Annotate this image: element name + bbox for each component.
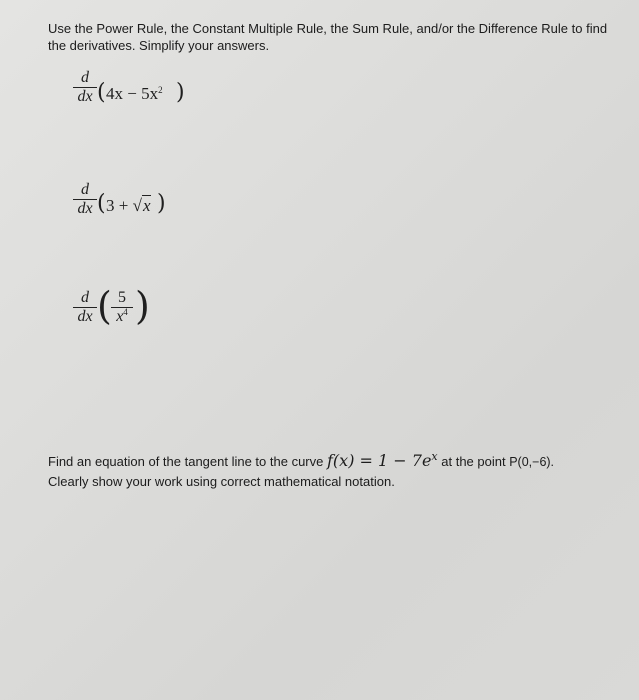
dx-denominator: dx: [77, 308, 93, 325]
expression-2: 3 + √x: [106, 196, 151, 215]
derivative-operator: [73, 70, 97, 105]
problem-2: d dx ( 3 + √x ): [73, 182, 193, 232]
dx-denominator: dx: [77, 88, 93, 105]
d-numerator: d: [81, 69, 89, 86]
dx-denominator: dx: [77, 200, 93, 217]
problem-3: d dx ( 5 $x^4$ ): [73, 288, 193, 344]
d-numerator: d: [81, 289, 89, 306]
tangent-line-question: Find an equation of the tangent line to the curve $f(x) = 1 - 7e^x$ at the point P(0,−6). Clearly show your work using correct mathematical notation.: [48, 450, 555, 489]
square-root: √x: [132, 196, 151, 215]
function-expression: $f(x) = 1 - 7e^x$: [327, 450, 438, 470]
expression-1: $4x - 5x^2$: [106, 84, 163, 103]
point-label: P(0,−6).: [509, 455, 555, 469]
fraction-5-over-x4: 5 $x^4$: [111, 290, 133, 326]
instructions: Use the Power Rule, the Constant Multiple Rule, the Sum Rule, and/or the Difference Rule to find the derivatives. Simplify your answers.: [48, 21, 608, 53]
d-numerator: d: [81, 181, 89, 198]
problem-1: d dx ( $4x - 5x^2$ ): [73, 70, 213, 120]
derivative-operator: [73, 182, 97, 217]
derivative-operator: [73, 290, 97, 325]
